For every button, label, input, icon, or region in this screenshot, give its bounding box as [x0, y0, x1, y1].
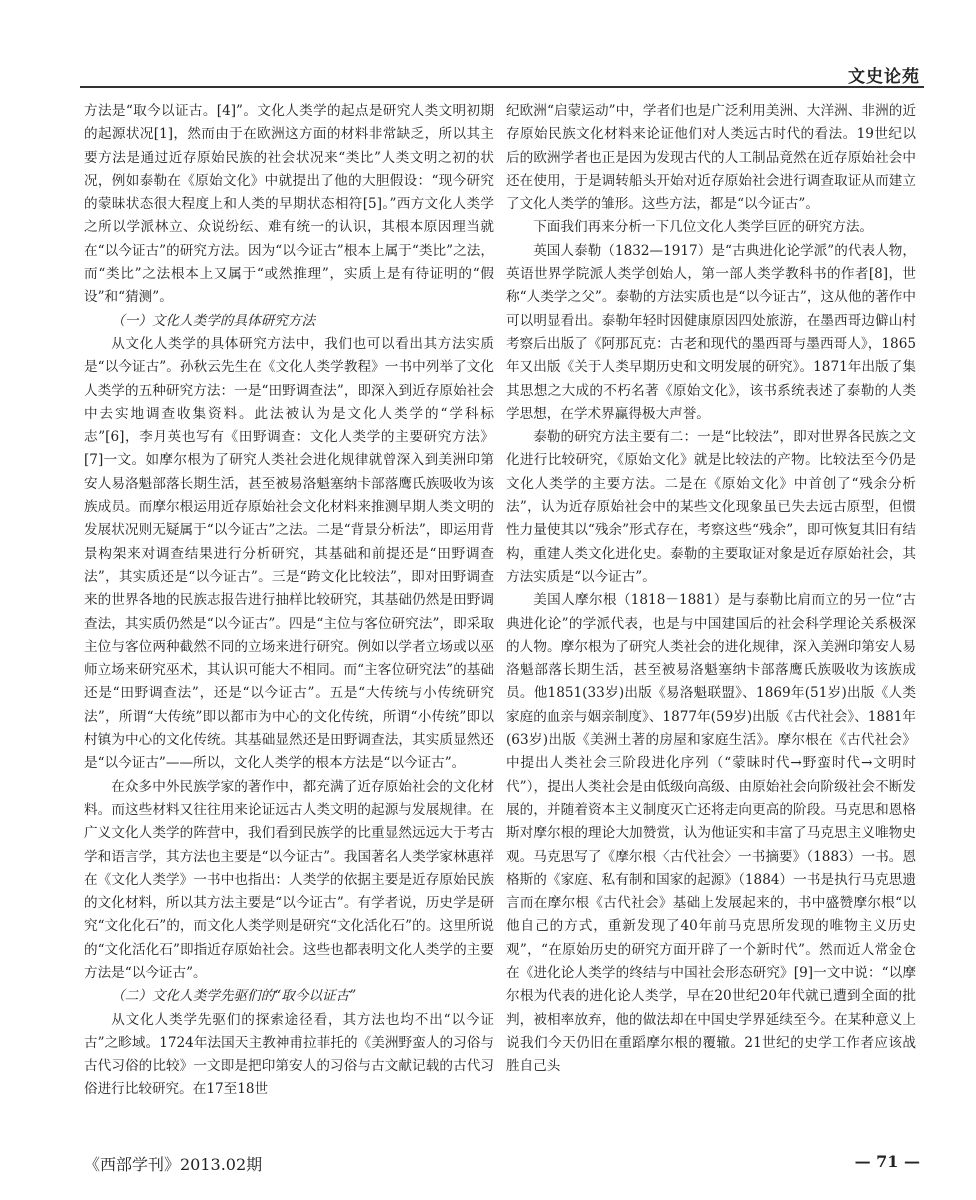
header-rule [80, 86, 924, 88]
subsection-heading: （一）文化人类学的具体研究方法 [111, 312, 316, 329]
page-footer [84, 1152, 920, 1182]
page-number: — 71 — [854, 1152, 920, 1171]
paragraph: 从文化人类学的具体研究方法中，我们也可以看出其方法实质是“以今证古”。孙秋云先生在《文化人类学教程》一书中列举了文化人类学的五种研究方法：一是“田野调查法”，即深入到近存原始社会中去实地调查收集资料。此法被认为是文化人类学的“学科标志”[6]，李月英也写有《田野调查：文化人类学的主要研究方法》[7]一文。如摩尔根为了研究人类社会进化规律就曾深入到美洲印第安人易洛魁部落长期生活，甚至被易洛魁塞纳卡部落鹰氏族吸收为该族成员。而摩尔根运用近存原始社会文化材料来推测早期人类文明的发展状况则无疑属于“以今证古”之法。二是“背景分析法”，即运用背景构架来对调查结果进行分析研究，其基础和前提还是“田野调查法”，其实质还是“以今证古”。三是“跨文化比较法”，即对田野调查来的世界各地的民族志报告进行抽样比较研究，其基础仍然是田野调查法，其实质仍然是“以今证古”。四是“主位与客位研究法”，即采取主位与客位两种截然不同的立场来进行研究。例如以学者立场或以巫师立场来研究巫术，其认识可能大不相同。而“主客位研究法”的基础还是“田野调查法”，还是“以今证古”。五是“大传统与小传统研究法”，所谓“大传统”即以都市为中心的文化传统，所谓“小传统”即以村镇为中心的文化传统。其基础显然还是田野调查法，其实质显然还是“以今证古”——所以，文化人类学的根本方法是“以今证古”。 [84, 335, 494, 772]
subsection-heading: （二）文化人类学先驱们的“取今以证古” [111, 988, 357, 1005]
paragraph: 英国人泰勒（1832—1917）是“古典进化论学派”的代表人物，英语世界学院派人类学创始人，第一部人类学教科书的作者[8]，世称“人类学之父”。泰勒的方法实质也是“以今证古”，这从他的著作中可以明显看出。泰勒年轻时因健康原因四处旅游，在墨西哥边僻山村考察后出版了《阿那瓦克：古老和现代的墨西哥与墨西哥人》，1865年又出版《关于人类早期历史和文明发展的研究》。1871年出版了集其思想之大成的不朽名著《原始文化》，该书系统表述了泰勒的人类学思想，在学术界赢得极大声誉。 [506, 242, 916, 422]
paragraph: 泰勒的研究方法主要有二：一是“比较法”，即对世界各民族之文化进行比较研究，《原始文化》就是比较法的产物。比较法至今仍是文化人类学的主要方法。二是在《原始文化》中首创了“残余分析法”，认为近存原始社会中的某些文化现象虽已失去远古原型，但惯性力量使其以“残余”形式存在，考察这些“残余”，即可恢复其旧有结构，重建人类文化进化史。泰勒的主要取证对象是近存原始社会，其方法实质是“以今证古”。 [506, 429, 916, 585]
paragraph: 下面我们再来分析一下几位文化人类学巨匠的研究方法。 [533, 219, 874, 236]
paragraph: 美国人摩尔根（1818－1881）是与泰勒比肩而立的另一位“古典进化论”的学派代表，也是与中国建国后的社会科学理论关系极深的人物。摩尔根为了研究人类社会的进化规律，深入美洲印第安人易洛魁部落长期生活，甚至被易洛魁塞纳卡部落鹰氏族吸收为该族成员。他1851(33岁)出版《易洛魁联盟》、1869年(51岁)出版《人类家庭的血亲与姻亲制度》、1877年(59岁)出版《古代社会》、1881年(63岁)出版《美洲土著的房屋和家庭生活》。摩尔根在《古代社会》中提出人类社会三阶段进化序列（“蒙昧时代→野蛮时代→文明时代”），提出人类社会是由低级向高级、由原始社会向阶级社会不断发展的，并随着资本主义制度灭亡还将走向更高的阶段。马克思和恩格斯对摩尔根的理论大加赞赏，认为他证实和丰富了马克思主义唯物史观。马克思写了《摩尔根〈古代社会〉一书摘要》（1883）一书。恩格斯的《家庭、私有制和国家的起源》（1884）一书是执行马克思遗言而在摩尔根《古代社会》基础上发展起来的，书中盛赞摩尔根“以他自己的方式，重新发现了40年前马克思所发现的唯物主义历史观”，“在原始历史的研究方面开辟了一个新时代”。然而近人常金仓在《进化论人类学的终结与中国社会形态研究》[9]一文中说：“以摩尔根为代表的进化论人类学，早在20世纪20年代就已遭到全面的批判，被相率放弃，他的做法却在中国史学界延续至今。在某种意义上说我们今天仍旧在重蹈摩尔根的覆辙。21世纪的史学工作者应该战胜自己头 [506, 592, 916, 1075]
section-title: 文史论苑 [848, 67, 920, 87]
journal-citation: 《西部学刊》2013.02期 [84, 1155, 263, 1174]
paragraph: 纪欧洲“启蒙运动”中，学者们也是广泛利用美洲、大洋洲、非洲的近存原始民族文化材料来论证他们对人类远古时代的看法。19世纪以后的欧洲学者也正是因为发现古代的人工制品竟然在近存原始社会中还在使用，于是调转船头开始对近存原始社会进行调查取证从而建立了文化人类学的雏形。这些方法，都是“以今证古”。 [506, 103, 916, 213]
right-column [506, 100, 916, 1078]
paragraph: 在众多中外民族学家的著作中，都充满了近存原始社会的文化材料。而这些材料又往往用来论证远古人类文明的起源与发展规律。在广义文化人类学的阵营中，我们看到民族学的比重显然远远大于考古学和语言学，其方法也主要是“以今证古”。我国著名人类学家林惠祥在《文化人类学》一书中也指出：人类学的依据主要是近存原始民族的文化材料，所以其方法主要是“以今证古”。有学者说，历史学是研究“文化化石”的，而文化人类学则是研究“文化活化石”的。这里所说的“文化活化石”即指近存原始社会。这些也都表明文化人类学的主要方法是“以今证古”。 [84, 778, 494, 981]
paragraph: 从文化人类学先驱们的探索途径看，其方法也均不出“以今证古”之畛域。1724年法国天主教神甫拉菲托的《美洲野蛮人的习俗与古代习俗的比较》一文即是把印第安人的习俗与古文献记载的古代习俗进行比较研究。在17至18世 [84, 1011, 494, 1098]
left-column [84, 100, 494, 1102]
paragraph: 方法是“取今以证古。[4]”。文化人类学的起点是研究人类文明初期的起源状况[1]，然而由于在欧洲这方面的材料非常缺乏，所以其主要方法是通过近存原始民族的社会状况来“类比”人类文明之初的状况，例如泰勒在《原始文化》中就提出了他的大胆假设：“现今研究的蒙昧状态很大程度上和人类的早期状态相符[5]。”西方文化人类学之所以学派林立、众说纷纭、难有统一的认识，其根本原因理当就在“以今证古”的研究方法。因为“以今证古”根本上属于“类比”之法，而“类比”之法根本上又属于“或然推理”，实质上是有待证明的“假设”和“猜测”。 [84, 103, 494, 306]
